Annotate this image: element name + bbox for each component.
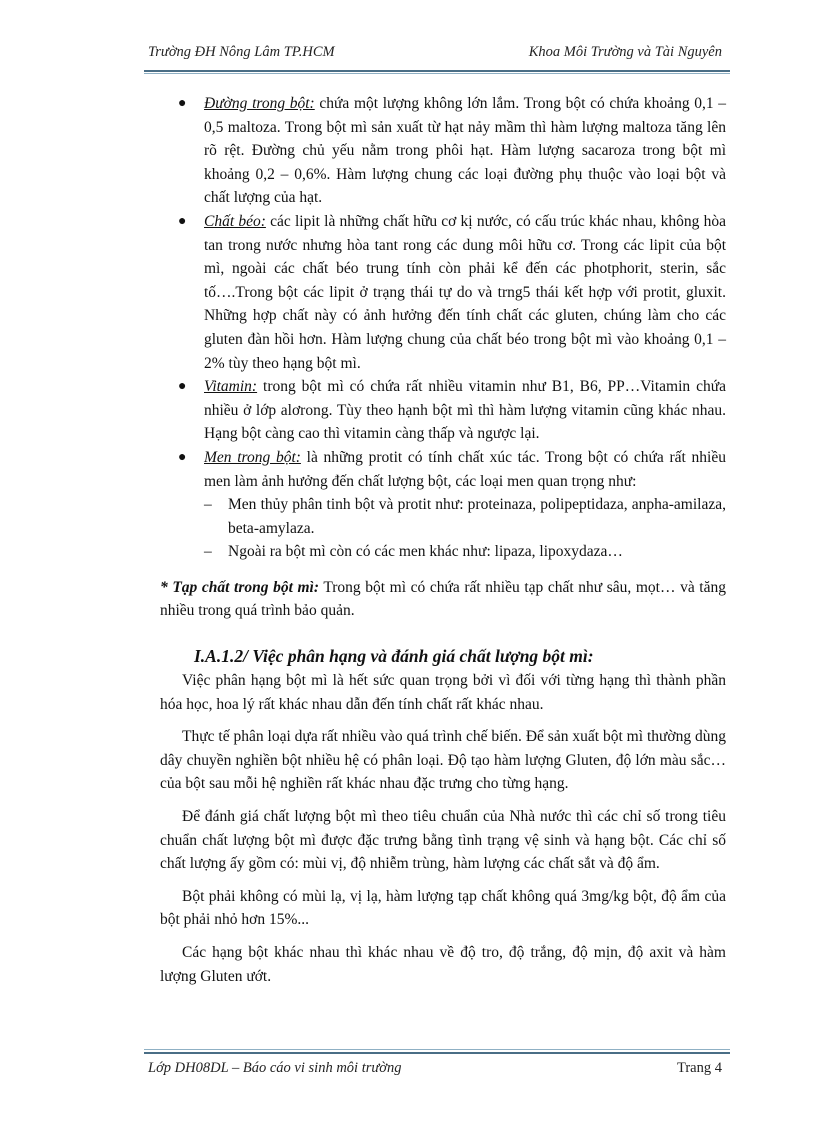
term-enzyme: Men trong bột: (204, 448, 301, 466)
page-footer (148, 1060, 722, 1077)
footer-class: Lớp DH08DL – Báo cáo vi sinh môi trường (148, 1060, 402, 1076)
paragraph: Bột phải không có mùi lạ, vị lạ, hàm lượng tạp chất không quá 3mg/kg bột, độ ẩm của bột phải nhỏ hơn 15%... (160, 887, 726, 929)
header-rule-thin (144, 73, 730, 74)
term-sugar: Đường trong bột: (204, 95, 315, 112)
impurity-label: * Tạp chất trong bột mì: (160, 578, 320, 596)
dash-icon: – (204, 543, 212, 561)
footer-rule-thin (144, 1049, 730, 1050)
list-item-sugar (160, 92, 726, 210)
paragraph: Việc phân hạng bột mì là hết sức quan trọng bởi vì đối với từng hạng thì thành phần hóa học, hoa lý rất khác nhau dẫn đến tính chất rất khác nhau. (160, 672, 726, 713)
paragraph: Để đánh giá chất lượng bột mì theo tiêu chuẩn của Nhà nước thì các chỉ số trong tiêu chuẩn chất lượng bột mì được đặc trưng bằng tình trạng vệ sinh và hạng bột. Các chỉ số chất lượng ấy gồm có: mùi vị, độ nhiễm trùng, hàm lượng các chất sắt và độ ẩm. (160, 808, 726, 873)
desc-fat: các lipit là những chất hữu cơ kị nước, có cấu trúc khác nhau, không hòa tan trong nước nhưng hòa tant rong các dung môi hữu cơ. Trong các lipit của bột mì, ngoài các chất béo trung tính còn phải kể đến các photphorit, sterin, sắc tố….Trong bột các lipit ở trạng thái tự do và trng5 thái kết hợp với protit, gluxit. Những hợp chất này có ảnh hưởng đến tính chất các gluten, chúng làm cho các gluten đàn hồi hơn. Hàm lượng chung của chất béo trong bột mì vào khoảng 0,1 – 2% tùy theo hạng bột mì. (204, 212, 726, 372)
term-fat: Chất béo: (204, 212, 266, 230)
composition-list (160, 92, 726, 564)
enzyme-sublist (204, 493, 726, 564)
term-vitamin: Vitamin: (204, 378, 258, 396)
bullet-icon: ● (178, 449, 187, 465)
paragraph: Thực tế phân loại dựa rất nhiều vào quá trình chế biến. Để sản xuất bột mì thường dùng dây chuyền nghiền bột nhiều hệ có phân loại. Độ tạo hàm lượng Gluten, độ lớn màu sắc… của bột sau mỗi hệ nghiền rất khác nhau đặc trưng cho từng hạng. (160, 728, 726, 793)
section-heading: I.A.1.2/ Việc phân hạng và đánh giá chất lượng bột mì: (194, 646, 594, 667)
desc-sugar: chứa một lượng không lớn lắm. Trong bột có chứa khoảng 0,1 – 0,5 maltoza. Trong bột mì sản xuất từ hạt nảy mầm thì hàm lượng maltoza tăng lên rõ rệt. Đường chủ yếu nằm trong phôi hạt. Hàm lượng sacaroza trong bột mì khoảng 0,2 – 0,6%. Hàm lượng chung các loại đường phụ thuộc vào loại bột và chất lượng của hạt. (204, 95, 727, 207)
bullet-icon: ● (178, 379, 187, 395)
list-item-vitamin (160, 375, 726, 446)
header-faculty: Khoa Môi Trường và Tài Nguyên (528, 44, 722, 60)
impurity-text: Trong bột mì có chứa rất nhiều tạp chất như sâu, mọt… và tăng nhiều trong quá trình bảo quản. (160, 578, 726, 620)
sublist-item: – Ngoài ra bột mì còn có các men khác như: lipaza, lipoxydaza… (204, 540, 726, 564)
bullet-icon: ● (178, 96, 187, 111)
list-item-enzyme (160, 446, 726, 564)
bullet-icon: ● (178, 213, 187, 229)
header-rule (144, 70, 730, 72)
desc-vitamin: trong bột mì có chứa rất nhiều vitamin như B1, B6, PP…Vitamin chứa nhiều ở lớp alơrong. Tùy theo hạnh bột mì thì hàm lượng vitamin cũng khác nhau. Hạng bột càng cao thì vitamin càng thấp và ngược lại. (204, 378, 726, 443)
paragraph: Các hạng bột khác nhau thì khác nhau về độ tro, độ trắng, độ mịn, độ axit và hàm lượng Gluten ướt. (160, 944, 726, 985)
sublist-item: – Men thủy phân tinh bột và protit như: proteinaza, polipeptidaza, anpha-amilaza, beta-amylaza. (204, 493, 726, 540)
list-item-fat (160, 210, 726, 375)
footer-rule (144, 1052, 730, 1054)
dash-icon: – (204, 496, 212, 514)
impurity-paragraph (160, 576, 726, 623)
header-school: Trường ĐH Nông Lâm TP.HCM (148, 44, 335, 60)
page-body (160, 92, 726, 997)
desc-enzyme: là những protit có tính chất xúc tác. Trong bột có chứa rất nhiều men làm ảnh hưởng đến chất lượng bột, các loại men quan trọng như: (204, 448, 726, 490)
page-header (148, 44, 722, 61)
page-number: Trang 4 (677, 1060, 722, 1076)
